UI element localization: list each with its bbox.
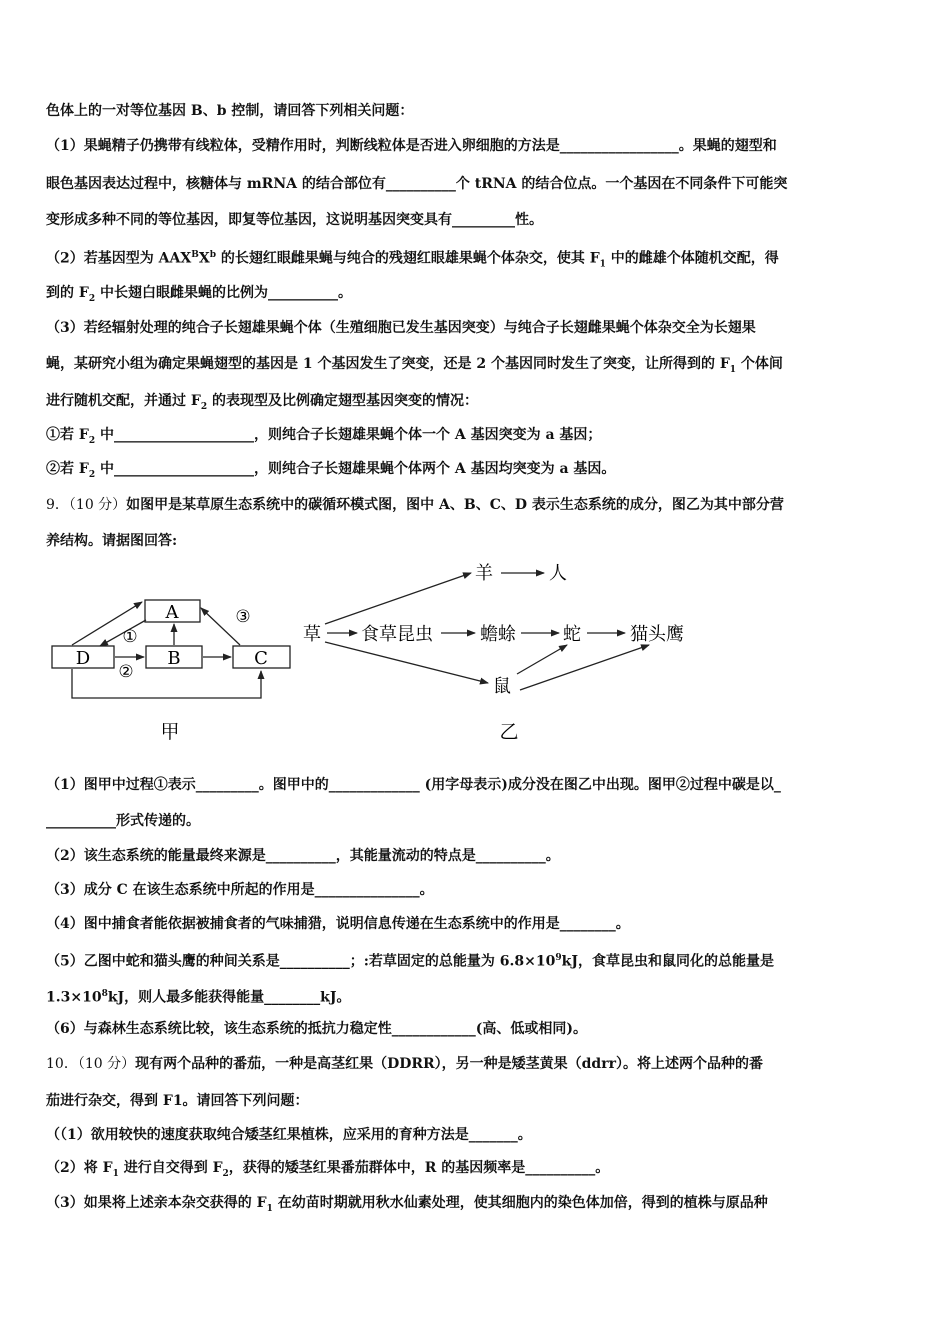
question-9-1-line-1 (46, 775, 781, 795)
figure-yi-caption: 乙 (499, 721, 519, 743)
text-l20a: 1.3×10 (46, 989, 102, 1006)
arrow-mouse-to-owl (520, 645, 649, 690)
node-insect: 食草昆虫 (361, 624, 433, 645)
node-toad: 蟾蜍 (480, 624, 516, 645)
arrow-grass-to-mouse (325, 642, 488, 683)
text-l21: （6）与森林生态系统比较，该生态系统的抵抗力稳定性____________(高、低或相同)。 (46, 1021, 587, 1037)
question-9-6 (46, 1019, 587, 1039)
question-8-1-line-3 (46, 210, 543, 230)
node-grass: 草 (303, 624, 321, 645)
question-9-stem-line-2 (46, 531, 177, 551)
text-l19a: （5）乙图中蛇和猫头鹰的种间关系是__________；:若草固定的总能量为 6.8×10 (46, 953, 556, 970)
sub-l25d: 2 (222, 1168, 229, 1179)
text-l5c: X (198, 250, 210, 267)
text-l8c: 个体间 (736, 356, 783, 372)
node-mouse: 鼠 (493, 676, 511, 697)
question-8-3-case-1 (46, 425, 601, 451)
node-c-label: C (254, 648, 268, 669)
text-l5a: （2）若基因型为 AAX (46, 250, 192, 267)
text-l10a: ①若 F (46, 427, 89, 443)
question-9-1-line-2 (46, 811, 200, 831)
node-owl: 猫头鹰 (630, 624, 684, 645)
question-8-3-line-1 (46, 318, 756, 338)
question-8-3-line-3 (46, 391, 478, 417)
node-a-label: A (165, 602, 179, 623)
text-l19c: kJ，食草昆虫和鼠同化的总能量是 (561, 953, 774, 970)
question-9-5-line-2 (46, 984, 351, 1008)
text-l9a: 进行随机交配，并通过 F (46, 393, 201, 409)
question-8-2-line-1 (46, 245, 779, 274)
text-l12b: 如图甲是某草原生态系统中的碳循环模式图，图中 A、B、C、D 表示生态系统的成分，图乙为其中部分营 (126, 497, 784, 513)
arrow-d-to-c-bottom (72, 669, 261, 698)
text-l25c: 进行自交得到 F (118, 1160, 223, 1176)
text-l26a: （3）如果将上述亲本杂交获得的 F (46, 1195, 267, 1211)
arrow-mouse-to-snake (517, 645, 567, 674)
text-l18: （4）图中捕食者能依据被捕食者的气味捕猎，说明信息传递在生态系统中的作用是________。 (46, 916, 630, 932)
text-l25a: （2）将 F (46, 1160, 113, 1176)
text-l5g: 中的雌雄个体随机交配，得 (605, 250, 779, 267)
sup-l5b: B (191, 250, 199, 260)
arrow-grass-to-sheep (325, 573, 471, 624)
figure-jia-carbon-cycle (40, 560, 310, 760)
text-l10c: 中____________________，则纯合子长翅雄果蝇个体一个 A 基因突变为 a 基因； (95, 427, 602, 443)
text-l1: 色体上的一对等位基因 B、b 控制，请回答下列相关问题： (46, 103, 414, 119)
question-9-4 (46, 914, 630, 934)
text-l15: __________形式传递的。 (46, 813, 200, 829)
question-8-1-line-1 (46, 136, 777, 156)
sub-l5f: 1 (599, 259, 606, 270)
process-1-label: ① (122, 627, 138, 647)
text-l25e: ，获得的矮茎红果番茄群体中，R 的基因频率是__________。 (228, 1160, 610, 1176)
text-l11a: ②若 F (46, 461, 89, 477)
question-10-3 (46, 1193, 768, 1219)
question-8-1-line-2 (46, 174, 787, 194)
text-l17: （3）成分 C 在该生态系统中所起的作用是_______________。 (46, 882, 434, 898)
sup-l20b: 8 (101, 989, 108, 999)
question-10-1 (46, 1125, 532, 1145)
text-l4: 变形成多种不同的等位基因，即复等位基因，这说明基因突变具有_________性。 (46, 212, 543, 228)
arrow-c-to-a (201, 608, 240, 645)
question-8-2-line-2 (46, 283, 352, 309)
sup-l19b: 9 (555, 953, 562, 963)
text-l23: 茄进行杂交，得到 F1。请回答下列问题： (46, 1093, 309, 1109)
sub-l9b: 2 (200, 401, 208, 412)
sub-l6b: 2 (88, 293, 96, 304)
text-l6a: 到的 F (46, 285, 89, 301)
sup-l5d: b (209, 250, 216, 260)
question-8-3-case-2 (46, 459, 615, 485)
text-l8a: 蝇，某研究小组为确定果蝇翅型的基因是 1 个基因发生了突变，还是 2 个基因同时发生了突变，让所得到的 F (46, 356, 730, 372)
question-9-stem-line-1 (46, 495, 784, 515)
question-9-3 (46, 880, 434, 900)
node-human: 人 (549, 563, 567, 584)
text-l11c: 中____________________，则纯合子长翅雄果蝇个体两个 A 基因均突变为 a 基因。 (95, 461, 616, 477)
sub-l10b: 2 (88, 435, 96, 446)
text-l16: （2）该生态系统的能量最终来源是__________，其能量流动的特点是__________。 (46, 848, 560, 864)
question-9-2 (46, 846, 560, 866)
text-l5e: 的长翅红眼雌果蝇与纯合的残翅红眼雄果蝇个体杂交，使其 F (215, 250, 600, 267)
figure-yi-food-web (295, 552, 715, 752)
text-l22b: 现有两个品种的番茄，一种是高茎红果（DDRR），另一种是矮茎黄果（ddrr）。将上述两个品种的番 (135, 1056, 763, 1072)
text-l7: （3）若经辐射处理的纯合子长翅雄果蝇个体（生殖细胞已发生基因突变）与纯合子长翅雌果蝇个体杂交全为长翅果 (46, 320, 756, 336)
text-l9c: 的表现型及比例确定翅型基因突变的情况： (207, 393, 478, 409)
question-8-3-line-2 (46, 354, 783, 380)
text-l12a: 9．（10 分） (46, 497, 127, 513)
text-l26c: 在幼苗时期就用秋水仙素处理，使其细胞内的染色体加倍，得到的植株与原品种 (272, 1195, 768, 1211)
sub-l8b: 1 (729, 364, 737, 375)
text-l22a: 10．（10 分） (46, 1056, 136, 1072)
text-l24: （（1）欲用较快的速度获取纯合矮茎红果植株，应采用的育种方法是_______。 (46, 1127, 532, 1143)
text-l20c: kJ，则人最多能获得能量________kJ。 (107, 989, 351, 1006)
node-snake: 蛇 (563, 624, 581, 645)
node-d-label: D (75, 648, 91, 669)
sub-l11b: 2 (88, 469, 96, 480)
text-l13: 养结构。请据图回答: (46, 533, 178, 549)
node-sheep: 羊 (475, 563, 493, 584)
node-b-label: B (167, 648, 181, 669)
question-10-stem-line-1 (46, 1054, 763, 1074)
process-2-label: ② (118, 662, 134, 682)
sub-l26b: 1 (266, 1203, 273, 1214)
process-3-label: ③ (235, 607, 251, 627)
text-line-1 (46, 101, 413, 121)
figure-jia-caption: 甲 (160, 721, 180, 743)
sub-l25b: 1 (112, 1168, 119, 1179)
text-l2: （1）果蝇精子仍携带有线粒体，受精作用时，判断线粒体是否进入卵细胞的方法是_________________。果蝇的翅型和 (46, 138, 777, 154)
text-l6c: 中长翅白眼雌果蝇的比例为__________。 (95, 285, 352, 301)
question-9-5-line-1 (46, 948, 774, 972)
question-10-2 (46, 1158, 609, 1184)
question-10-stem-line-2 (46, 1091, 309, 1111)
text-l14: （1）图甲中过程①表示_________。图甲中的_____________ (用字母表示)成分没在图乙中出现。图甲②过程中碳是以_ (46, 777, 781, 793)
text-l3: 眼色基因表达过程中，核糖体与 mRNA 的结合部位有__________个 tRNA 的结合位点。一个基因在不同条件下可能突 (46, 176, 788, 192)
